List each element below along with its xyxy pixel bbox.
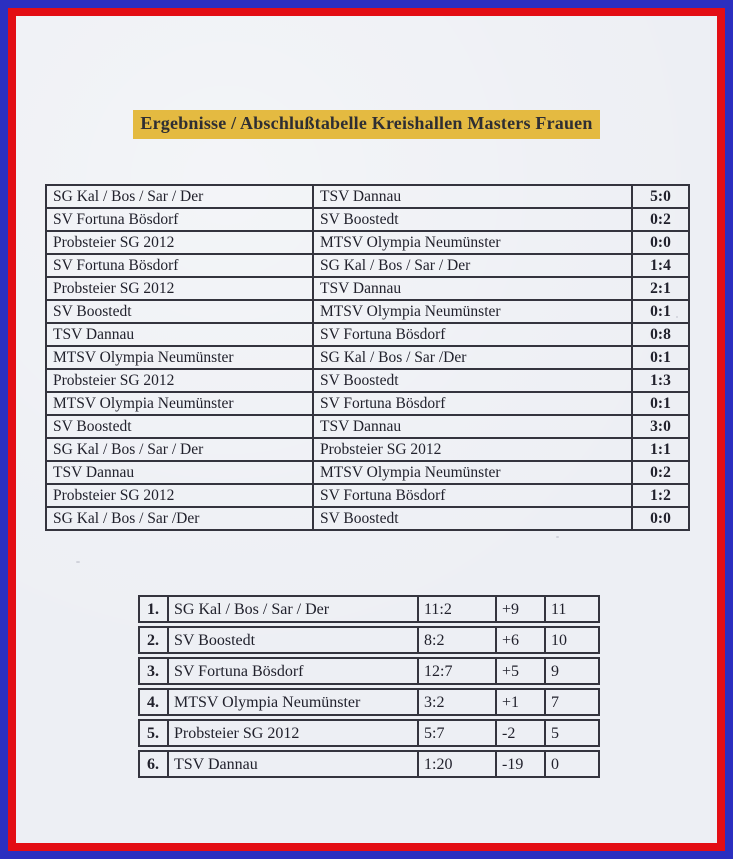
home-team-cell: SV Fortuna Bösdorf bbox=[46, 208, 313, 231]
match-score-cell: 0:1 bbox=[632, 392, 689, 415]
match-score-cell: 2:1 bbox=[632, 277, 689, 300]
match-score-cell: 3:0 bbox=[632, 415, 689, 438]
away-team-cell: TSV Dannau bbox=[313, 277, 632, 300]
goal-diff-cell: +5 bbox=[495, 657, 546, 685]
home-team-cell: SV Boostedt bbox=[46, 300, 313, 323]
home-team-cell: SV Boostedt bbox=[46, 415, 313, 438]
rank-cell: 4. bbox=[138, 688, 169, 716]
results-table-row bbox=[46, 231, 689, 254]
team-name-cell: SV Boostedt bbox=[167, 626, 419, 654]
away-team-cell: SV Boostedt bbox=[313, 208, 632, 231]
match-score-cell: 5:0 bbox=[632, 185, 689, 208]
standings-row bbox=[138, 626, 600, 654]
away-team-cell: SV Boostedt bbox=[313, 369, 632, 392]
away-team-cell: Probsteier SG 2012 bbox=[313, 438, 632, 461]
team-name-cell: MTSV Olympia Neumünster bbox=[167, 688, 419, 716]
results-table-row bbox=[46, 461, 689, 484]
results-table-row bbox=[46, 415, 689, 438]
home-team-cell: Probsteier SG 2012 bbox=[46, 369, 313, 392]
away-team-cell: SV Fortuna Bösdorf bbox=[313, 484, 632, 507]
team-name-cell: TSV Dannau bbox=[167, 750, 419, 778]
results-table-row bbox=[46, 438, 689, 461]
match-score-cell: 0:2 bbox=[632, 208, 689, 231]
results-table-row bbox=[46, 323, 689, 346]
match-score-cell: 0:2 bbox=[632, 461, 689, 484]
match-score-cell: 0:1 bbox=[632, 300, 689, 323]
home-team-cell: TSV Dannau bbox=[46, 461, 313, 484]
page-title: Ergebnisse / Abschlußtabelle Kreishallen Masters Frauen bbox=[133, 110, 599, 139]
home-team-cell: SV Fortuna Bösdorf bbox=[46, 254, 313, 277]
away-team-cell: MTSV Olympia Neumünster bbox=[313, 461, 632, 484]
goal-ratio-cell: 12:7 bbox=[417, 657, 497, 685]
match-score-cell: 1:1 bbox=[632, 438, 689, 461]
rank-cell: 2. bbox=[138, 626, 169, 654]
goal-diff-cell: +6 bbox=[495, 626, 546, 654]
goal-ratio-cell: 11:2 bbox=[417, 595, 497, 623]
away-team-cell: MTSV Olympia Neumünster bbox=[313, 231, 632, 254]
home-team-cell: SG Kal / Bos / Sar /Der bbox=[46, 507, 313, 530]
points-cell: 5 bbox=[544, 719, 600, 747]
points-cell: 9 bbox=[544, 657, 600, 685]
points-cell: 0 bbox=[544, 750, 600, 778]
standings-row bbox=[138, 750, 600, 778]
standings-row bbox=[138, 719, 600, 747]
scanned-page bbox=[8, 8, 725, 851]
results-table bbox=[45, 184, 690, 531]
away-team-cell: SG Kal / Bos / Sar /Der bbox=[313, 346, 632, 369]
results-table-row bbox=[46, 277, 689, 300]
home-team-cell: TSV Dannau bbox=[46, 323, 313, 346]
goal-ratio-cell: 3:2 bbox=[417, 688, 497, 716]
goal-ratio-cell: 5:7 bbox=[417, 719, 497, 747]
away-team-cell: SV Fortuna Bösdorf bbox=[313, 323, 632, 346]
results-table-row bbox=[46, 185, 689, 208]
standings-row bbox=[138, 657, 600, 685]
goal-ratio-cell: 1:20 bbox=[417, 750, 497, 778]
results-table-row bbox=[46, 300, 689, 323]
scan-speckle bbox=[676, 316, 678, 318]
results-table-row bbox=[46, 507, 689, 530]
rank-cell: 5. bbox=[138, 719, 169, 747]
match-score-cell: 0:1 bbox=[632, 346, 689, 369]
match-score-cell: 1:4 bbox=[632, 254, 689, 277]
goal-ratio-cell: 8:2 bbox=[417, 626, 497, 654]
goal-diff-cell: -19 bbox=[495, 750, 546, 778]
away-team-cell: MTSV Olympia Neumünster bbox=[313, 300, 632, 323]
home-team-cell: Probsteier SG 2012 bbox=[46, 231, 313, 254]
team-name-cell: SV Fortuna Bösdorf bbox=[167, 657, 419, 685]
home-team-cell: SG Kal / Bos / Sar / Der bbox=[46, 185, 313, 208]
results-table-row bbox=[46, 346, 689, 369]
match-score-cell: 0:0 bbox=[632, 231, 689, 254]
away-team-cell: SV Fortuna Bösdorf bbox=[313, 392, 632, 415]
results-table-row bbox=[46, 369, 689, 392]
rank-cell: 1. bbox=[138, 595, 169, 623]
rank-cell: 6. bbox=[138, 750, 169, 778]
points-cell: 11 bbox=[544, 595, 600, 623]
points-cell: 10 bbox=[544, 626, 600, 654]
results-table-row bbox=[46, 208, 689, 231]
match-score-cell: 1:2 bbox=[632, 484, 689, 507]
standings-table bbox=[138, 595, 600, 781]
goal-diff-cell: +9 bbox=[495, 595, 546, 623]
results-table-row bbox=[46, 484, 689, 507]
match-score-cell: 1:3 bbox=[632, 369, 689, 392]
match-score-cell: 0:8 bbox=[632, 323, 689, 346]
home-team-cell: MTSV Olympia Neumünster bbox=[46, 346, 313, 369]
title-container bbox=[16, 110, 717, 139]
goal-diff-cell: -2 bbox=[495, 719, 546, 747]
home-team-cell: MTSV Olympia Neumünster bbox=[46, 392, 313, 415]
points-cell: 7 bbox=[544, 688, 600, 716]
match-score-cell: 0:0 bbox=[632, 507, 689, 530]
standings-row bbox=[138, 688, 600, 716]
home-team-cell: Probsteier SG 2012 bbox=[46, 484, 313, 507]
team-name-cell: SG Kal / Bos / Sar / Der bbox=[167, 595, 419, 623]
away-team-cell: TSV Dannau bbox=[313, 415, 632, 438]
away-team-cell: SV Boostedt bbox=[313, 507, 632, 530]
home-team-cell: Probsteier SG 2012 bbox=[46, 277, 313, 300]
team-name-cell: Probsteier SG 2012 bbox=[167, 719, 419, 747]
scan-speckle bbox=[76, 561, 80, 563]
home-team-cell: SG Kal / Bos / Sar / Der bbox=[46, 438, 313, 461]
standings-row bbox=[138, 595, 600, 623]
away-team-cell: TSV Dannau bbox=[313, 185, 632, 208]
results-table-row bbox=[46, 254, 689, 277]
scan-speckle bbox=[556, 536, 559, 538]
results-table-row bbox=[46, 392, 689, 415]
away-team-cell: SG Kal / Bos / Sar / Der bbox=[313, 254, 632, 277]
goal-diff-cell: +1 bbox=[495, 688, 546, 716]
rank-cell: 3. bbox=[138, 657, 169, 685]
